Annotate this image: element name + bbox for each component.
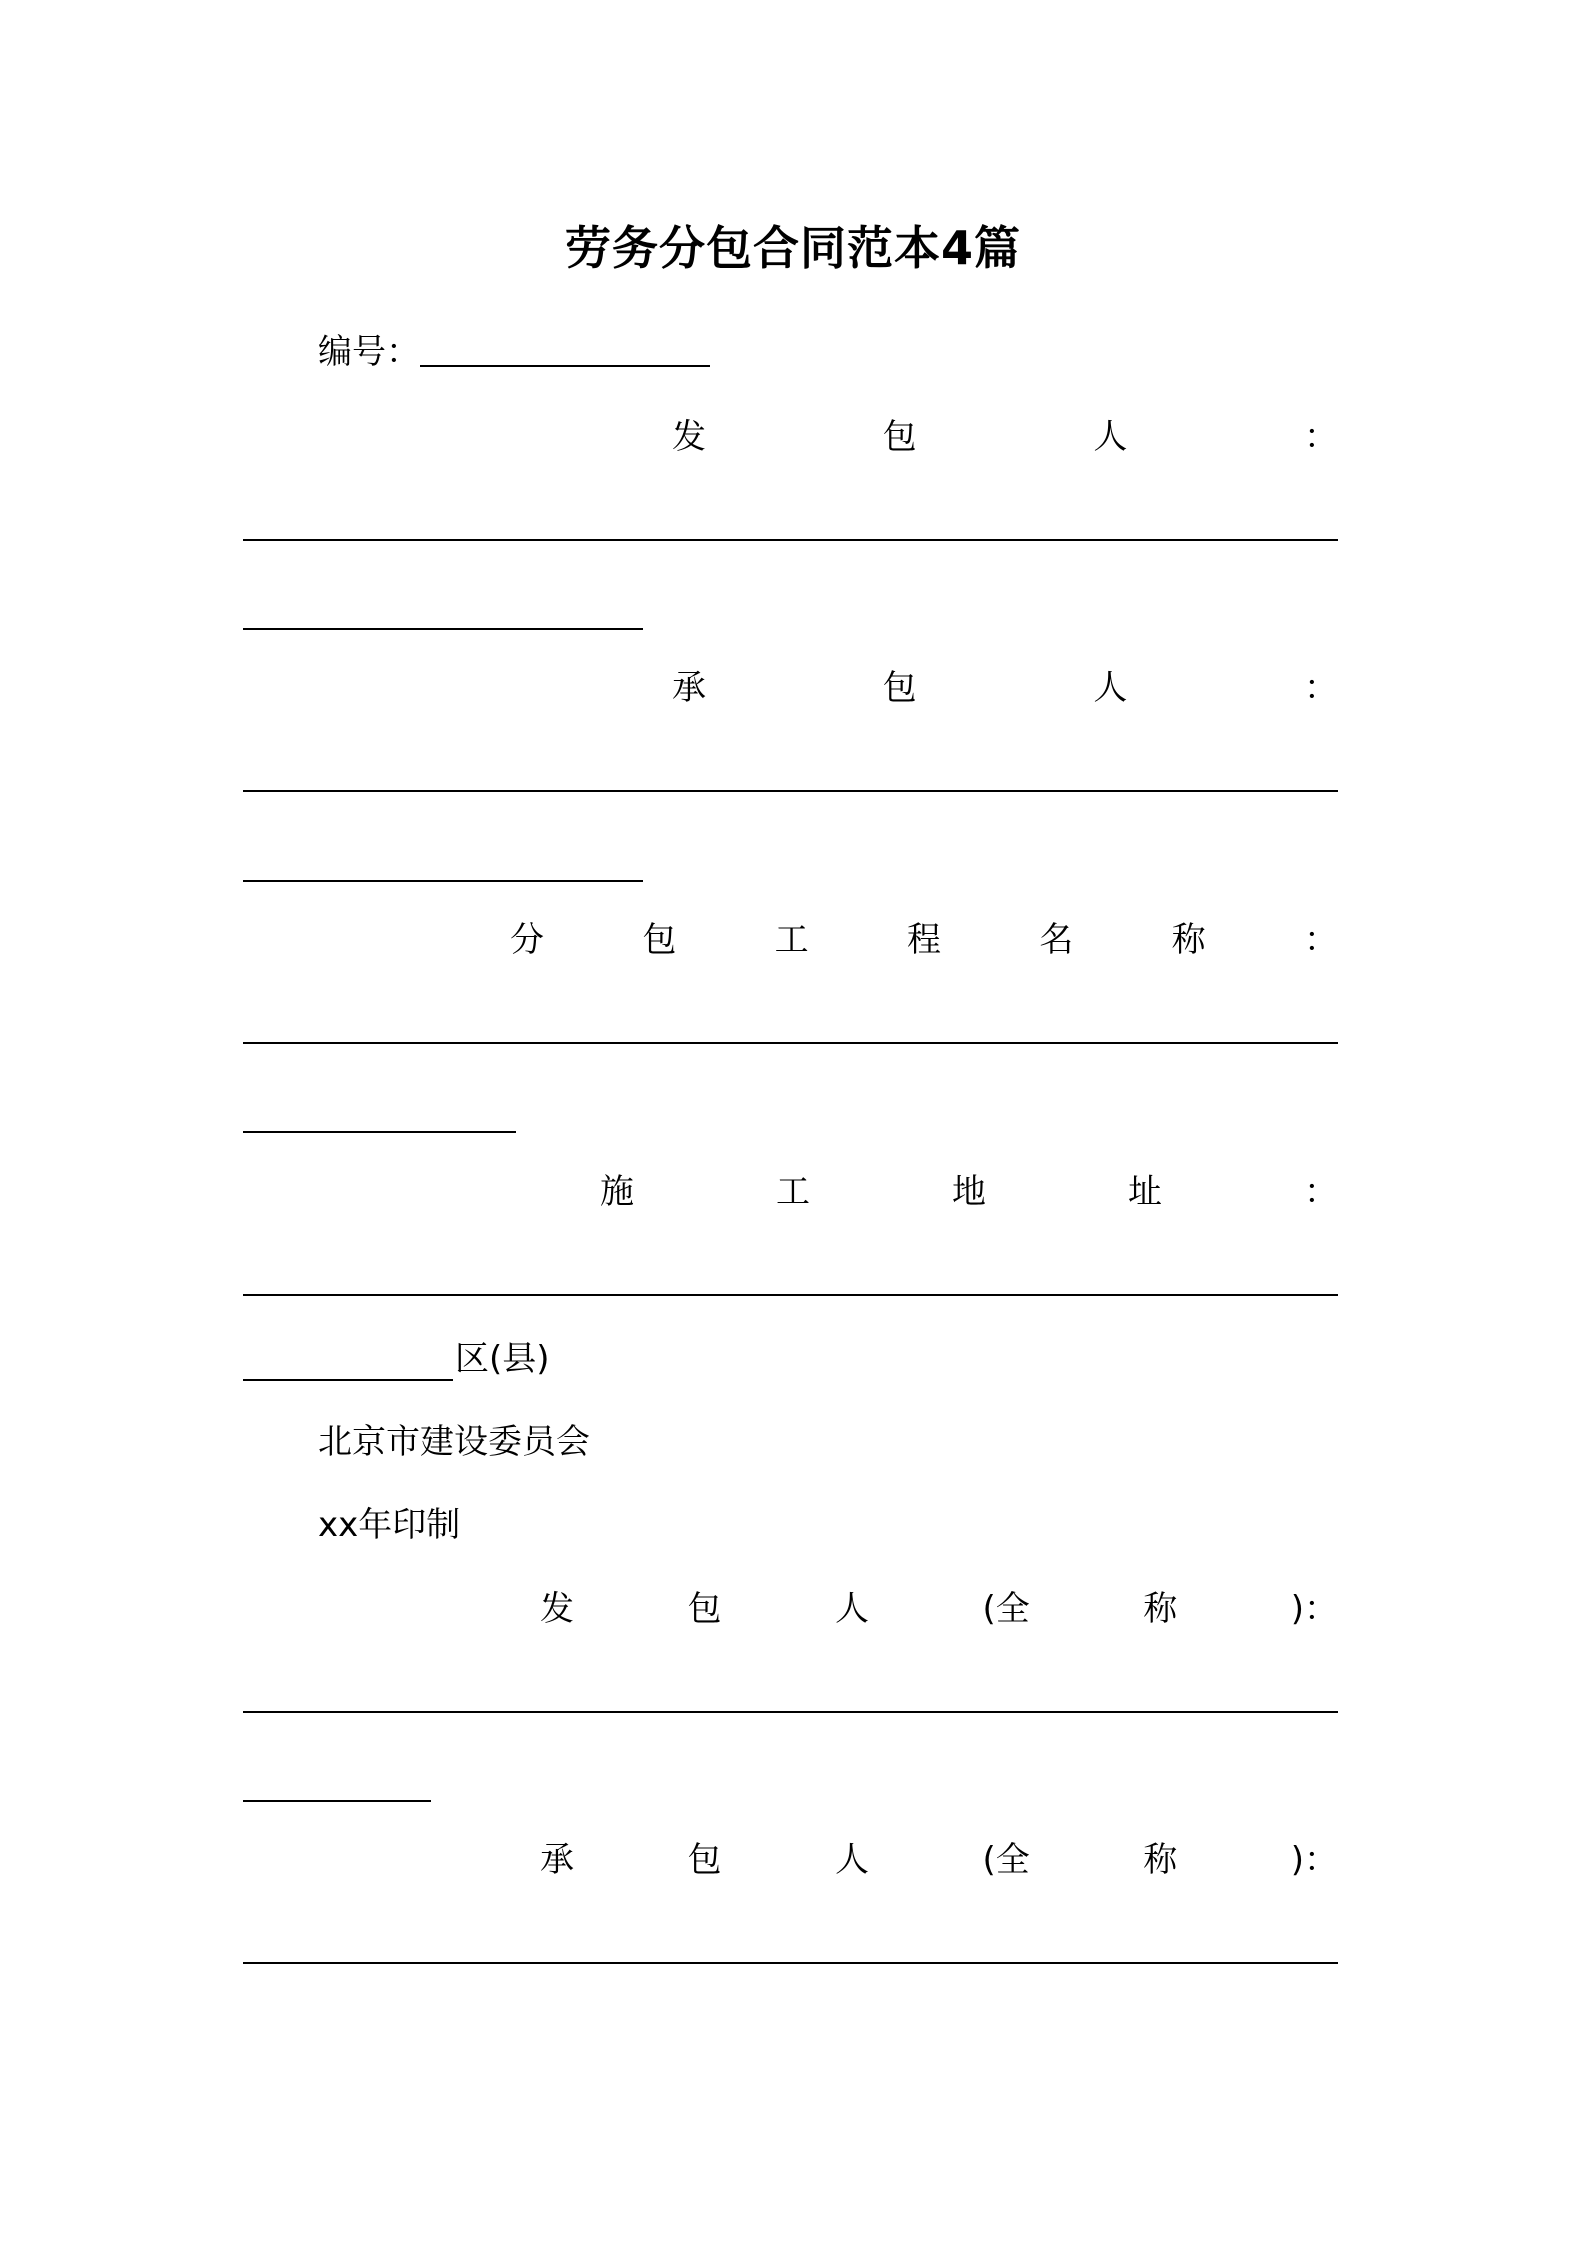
subcontractor-full-name-blank-line xyxy=(243,1962,1338,1964)
contractor-label: 发 包 人 ： xyxy=(672,417,1338,457)
print-year: xx年印制 xyxy=(318,1505,461,1545)
subcontractor-label: 承 包 人 ： xyxy=(672,668,1338,708)
project-name-label: 分 包 工 程 名 称 ： xyxy=(510,920,1338,960)
subcontractor-blank-line-2 xyxy=(243,880,643,882)
serial-number-field xyxy=(318,330,710,374)
project-name-blank-line-2 xyxy=(243,1131,516,1133)
serial-number-blank xyxy=(420,335,710,367)
subcontractor-full-name-label: 承 包 人 (全 称 )： xyxy=(540,1840,1338,1880)
district-field xyxy=(243,1337,550,1381)
project-name-blank-line-1 xyxy=(243,1042,1338,1044)
district-blank xyxy=(243,1349,453,1381)
subcontractor-blank-line-1 xyxy=(243,790,1338,792)
contractor-full-name-blank-line-2 xyxy=(243,1800,431,1802)
contractor-full-name-label: 发 包 人 (全 称 )： xyxy=(540,1589,1338,1629)
site-address-label: 施 工 地 址 ： xyxy=(600,1172,1338,1212)
site-address-blank-line xyxy=(243,1294,1338,1296)
contractor-blank-line-1 xyxy=(243,539,1338,541)
district-label: 区(县) xyxy=(455,1339,550,1379)
document-title: 劳务分包合同范本4篇 xyxy=(564,221,1021,275)
issuer: 北京市建设委员会 xyxy=(318,1422,590,1462)
contractor-blank-line-2 xyxy=(243,628,643,630)
contractor-full-name-blank-line-1 xyxy=(243,1711,1338,1713)
serial-number-label: 编号： xyxy=(318,332,420,372)
